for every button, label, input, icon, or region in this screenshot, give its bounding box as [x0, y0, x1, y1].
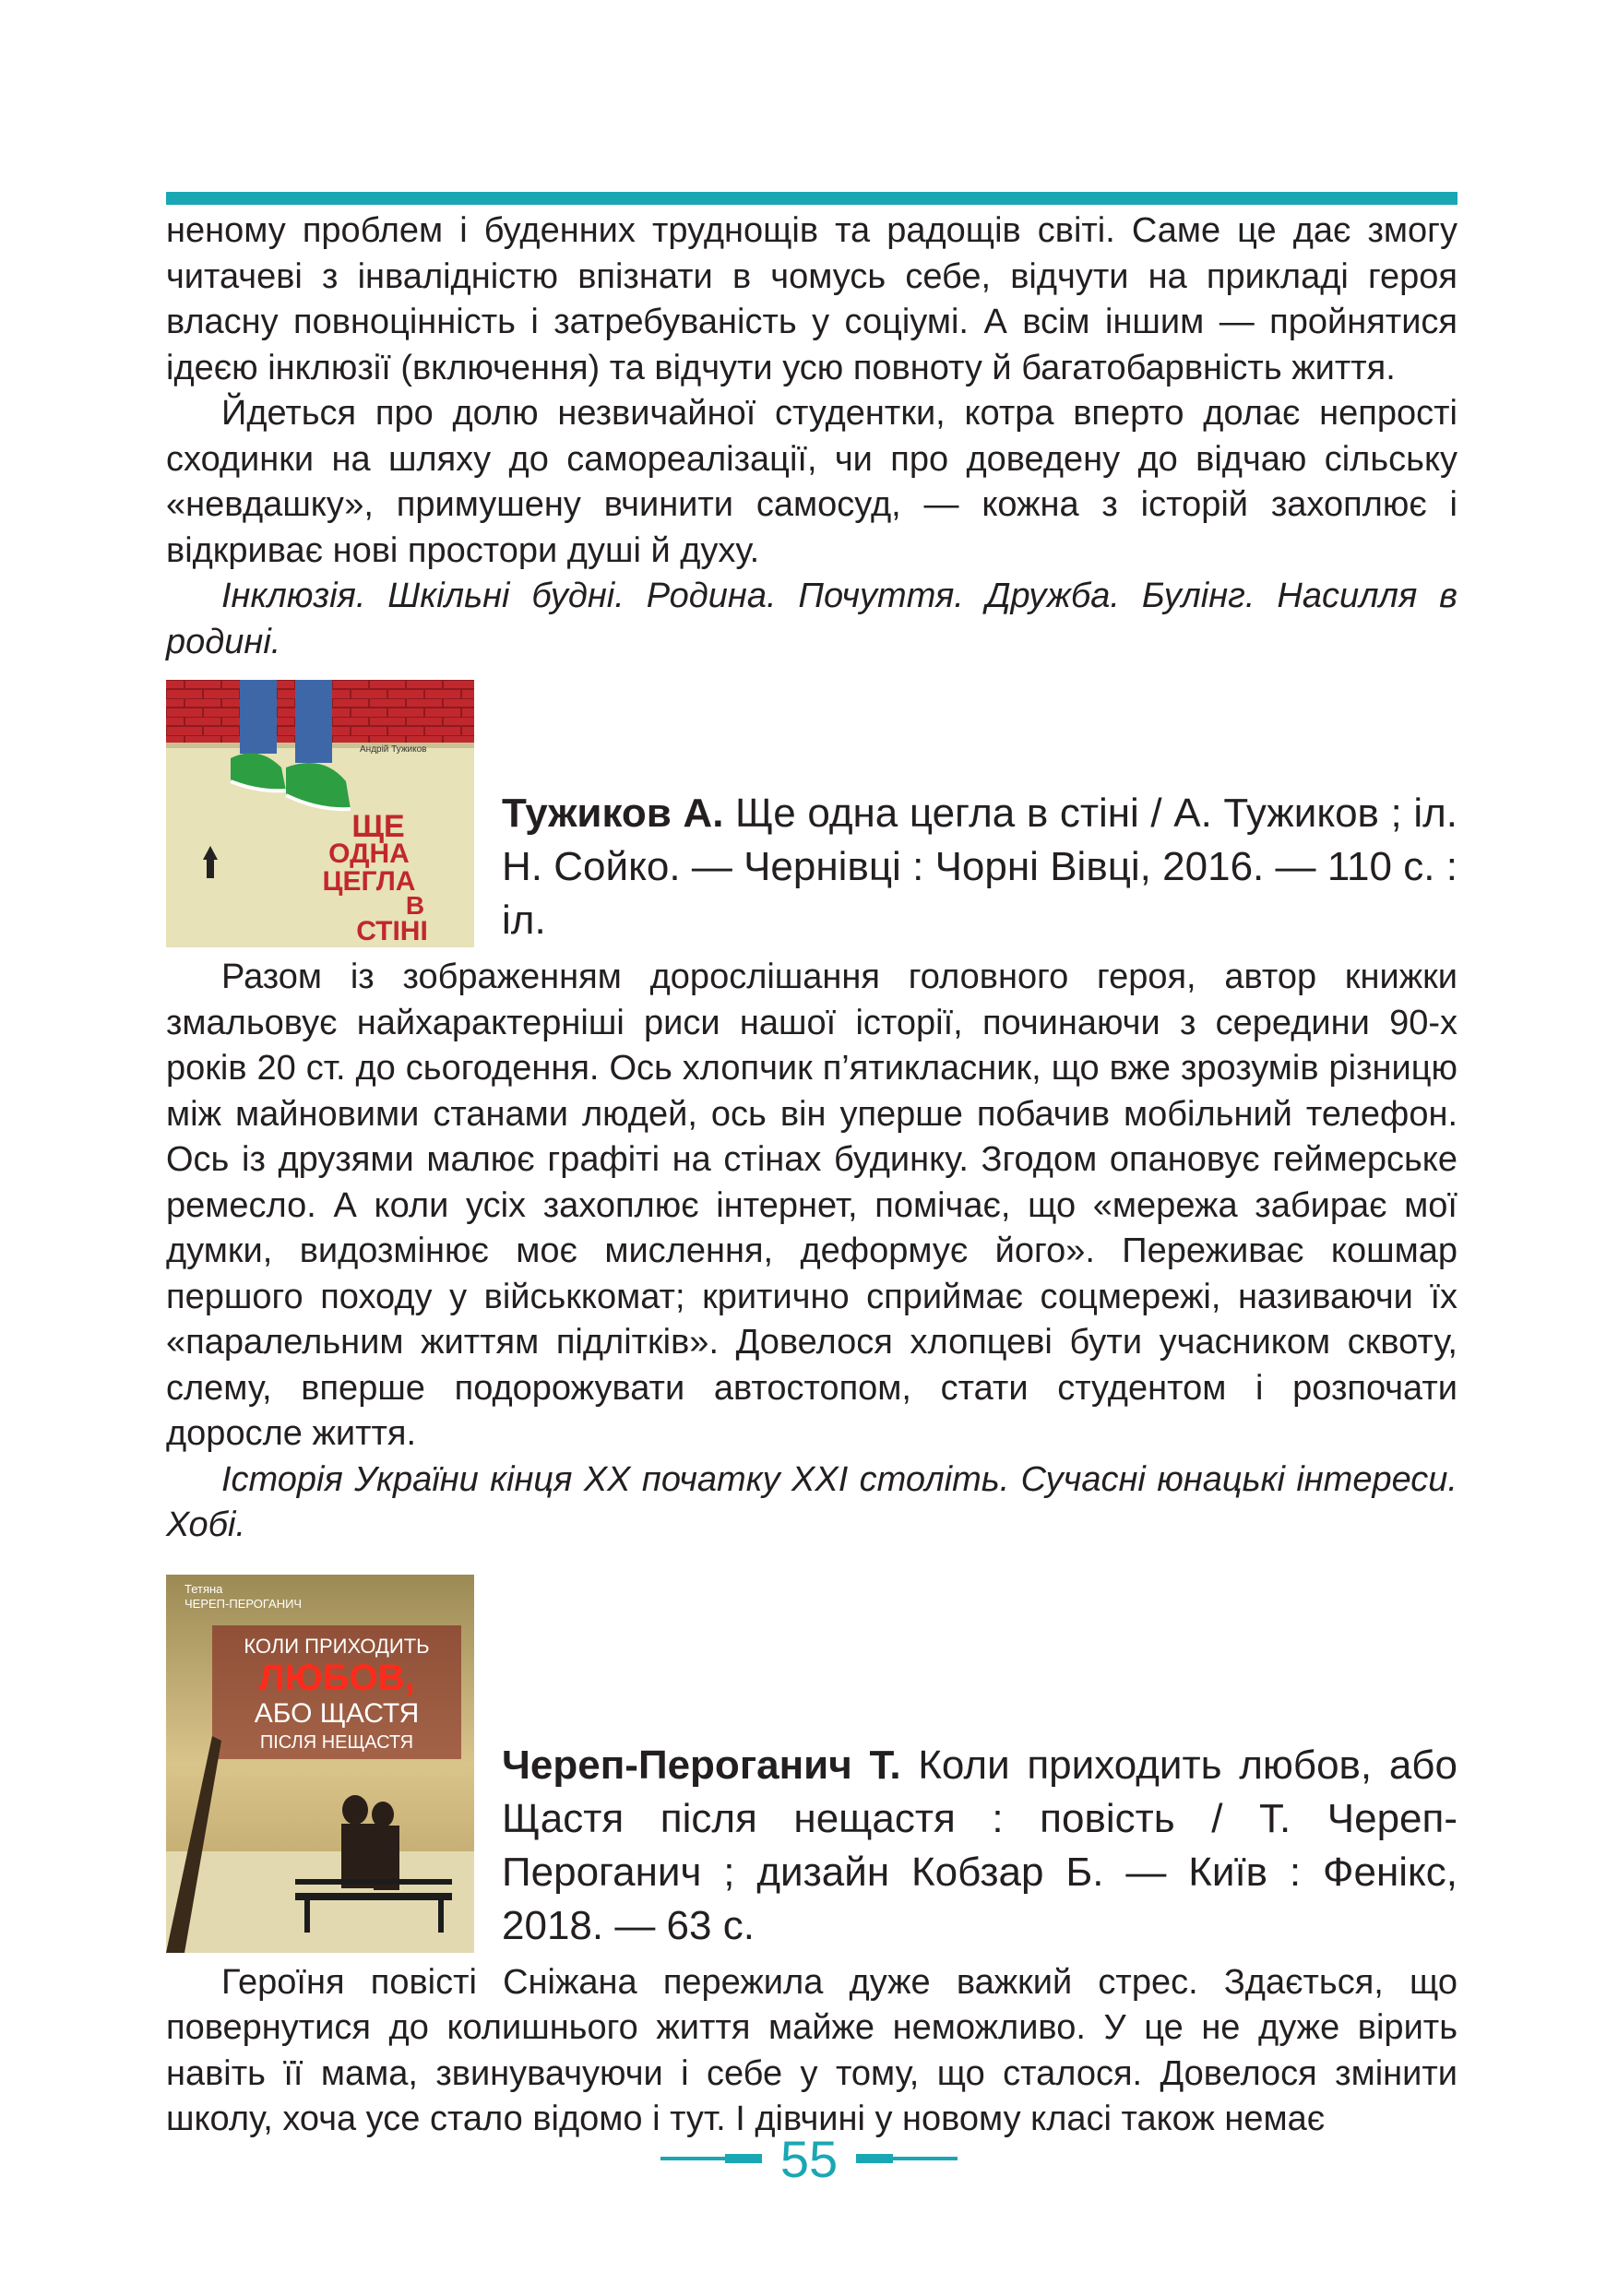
- citation-author: Тужиков А.: [502, 791, 724, 836]
- cover2-author-last: ЧЕРЕП-ПЕРОГАНИЧ: [184, 1596, 303, 1611]
- book-entry-tuzhykov: [166, 680, 1457, 947]
- book-entry-cherep-perohanych: [166, 1575, 1457, 1953]
- summary-tuzhykov: Разом із зображенням дорослішання головного героя, автор книжки змальовує найхарактерніші риси нашої історії, починаючи з середини 90-х років 20 ст. до сьогодення. Ось хлопчик п’ятикласник, що вже зрозумів різницю між майновими станами людей, ось він уперше побачив мобільний телефон. Ось із друзями малює графіті на стінах будинку. Згодом опановує геймерське ремесло. А коли усіх захоплює інтернет, помічає, що «мережа забирає мої думки, видозмінює моє мислення, деформує його». Переживає кошмар першого походу у військкомат; критично сприймає соцмережі, називаючи їх «паралельним життям підлітків». Довелося хлопцеві бути учасником сквоту, слему, вперше подорожувати автостопом, стати студентом і розпочати доросле життя.: [166, 958, 1457, 1453]
- citation-cherep-perohanych: [502, 1739, 1457, 1953]
- cover-title-line-5: СТІНІ: [356, 916, 428, 946]
- cover2-line-2: ЛЮБОВ,: [258, 1657, 415, 1698]
- keywords-collection: Інклюзія. Шкільні будні. Родина. Почуття. Дружба. Булінг. Насилля в родині.: [166, 577, 1457, 661]
- paragraph-students-story: Йдеться про долю незвичайної студентки, котра вперто долає непрості сходинки на шляху до самореалізації, чи про доведену до відчаю сільську «невдашку», примушену вчинити самосуд, — кожна з історій захоплює і відкриває нові простори душі й духу.: [166, 394, 1457, 570]
- citation-details-2: Коли приходить любов, або Щастя після нещастя : повість / Т. Череп-Пероганич ; дизайн Кобзар Б. — Київ : Фенікс, 2018. — 63 с.: [502, 1742, 1457, 1948]
- top-accent-rule: [166, 192, 1457, 205]
- paragraph-continued: неному проблем і буденних труднощів та радощів світі. Саме це дає змогу читачеві з інвалідністю впізнати в чомусь себе, відчути на прикладі героя власну повноцінність і затребуваність у соціумі. А всім іншим — пройнятися ідеєю інклюзії (включення) та відчути усю повноту й багатобарвність життя.: [166, 211, 1457, 387]
- footer-rule-left: [660, 2157, 762, 2160]
- footer-rule-right: [856, 2157, 958, 2160]
- cover-title-line-1: ЩЕ: [351, 809, 405, 844]
- page-footer: [0, 2122, 1618, 2195]
- citation-tuzhykov: [502, 787, 1457, 947]
- cover-title-line-3: ЦЕГЛА: [322, 866, 416, 897]
- book-cover-cherep-perohanych: [166, 1575, 474, 1953]
- book-cover-tuzhykov: [166, 680, 474, 947]
- citation-details: Ще одна цегла в стіні / А. Тужиков ; іл. Н. Сойко. — Чернівці : Чорні Вівці, 2016. — 110 с. : іл.: [502, 791, 1457, 943]
- keywords-tuzhykov: Історія України кінця ХХ початку ХХІ століть. Сучасні юнацькі інтереси. Хобі.: [166, 1459, 1457, 1544]
- cover2-line-1: КОЛИ ПРИХОДИТЬ: [244, 1634, 430, 1658]
- cover2-author-first: Тетяна: [184, 1581, 223, 1596]
- cover-title-line-2: ОДНА: [328, 839, 410, 869]
- cover-author-text: Андрій Тужиков: [360, 744, 427, 755]
- cover-title-line-4: В: [405, 891, 425, 920]
- cover2-line-4: ПІСЛЯ НЕЩАСТЯ: [259, 1731, 414, 1753]
- page-content: [166, 208, 1457, 2143]
- citation-author-2: Череп-Пероганич Т.: [502, 1742, 901, 1788]
- cover2-line-3: АБО ЩАСТЯ: [254, 1697, 420, 1729]
- summary-cherep-perohanych: Героїня повісті Сніжана пережила дуже важкий стрес. Здається, що повернутися до колишнього життя майже неможливо. У це не дуже вірить навіть її мама, звинувачуючи і себе у тому, що сталося. Довелося змінити школу, хоча усе стало відомо і тут. І дівчині у новому класі також немає: [166, 1962, 1457, 2138]
- page-number: 55: [779, 2129, 839, 2188]
